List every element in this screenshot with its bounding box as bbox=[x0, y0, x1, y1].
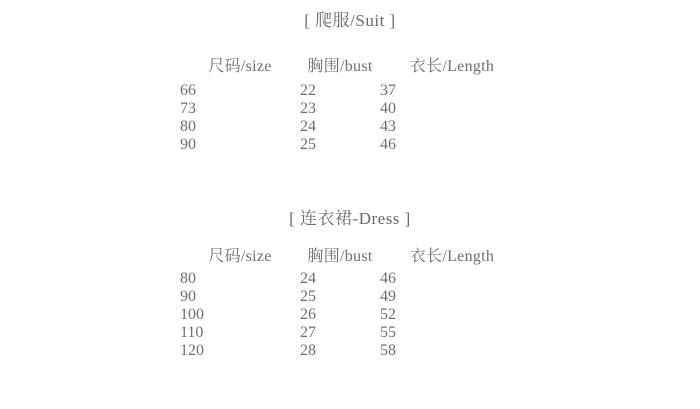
column-header-length: 衣长/Length bbox=[409, 248, 495, 265]
table-cell: 27 bbox=[300, 324, 316, 341]
table-cell: 120 bbox=[180, 342, 204, 359]
table-cell: 23 bbox=[300, 100, 316, 117]
table-cell: 24 bbox=[300, 270, 316, 287]
table-cell: 43 bbox=[380, 118, 396, 135]
suit-table-title: [ 爬服/Suit ] bbox=[304, 11, 396, 30]
column-header-bust: 胸围/bust bbox=[307, 248, 373, 265]
table-cell: 110 bbox=[180, 324, 204, 341]
suit-size-table bbox=[0, 0, 700, 154]
table-cell: 46 bbox=[380, 136, 396, 153]
table-cell: 52 bbox=[380, 306, 396, 323]
table-cell: 37 bbox=[380, 82, 396, 99]
table-row bbox=[180, 288, 524, 306]
table-row bbox=[180, 136, 524, 154]
table-row bbox=[180, 100, 524, 118]
table-cell: 80 bbox=[180, 118, 196, 135]
suit-table-rows bbox=[180, 82, 700, 154]
table-cell: 90 bbox=[180, 288, 196, 305]
table-cell: 25 bbox=[300, 288, 316, 305]
table-cell: 80 bbox=[180, 270, 196, 287]
column-header-size: 尺码/size bbox=[208, 248, 272, 265]
dress-table-header-row bbox=[180, 243, 524, 270]
table-row bbox=[180, 324, 524, 342]
table-cell: 58 bbox=[380, 342, 396, 359]
column-header-bust: 胸围/bust bbox=[307, 58, 373, 75]
table-row bbox=[180, 306, 524, 324]
table-row bbox=[180, 82, 524, 100]
table-cell: 24 bbox=[300, 118, 316, 135]
table-row bbox=[180, 270, 524, 288]
dress-table-rows bbox=[180, 270, 700, 360]
table-cell: 66 bbox=[180, 82, 196, 99]
table-cell: 28 bbox=[300, 342, 316, 359]
table-row bbox=[180, 342, 524, 360]
column-header-size: 尺码/size bbox=[208, 58, 272, 75]
table-cell: 22 bbox=[300, 82, 316, 99]
table-cell: 55 bbox=[380, 324, 396, 341]
table-cell: 40 bbox=[380, 100, 396, 117]
table-cell: 49 bbox=[380, 288, 396, 305]
table-cell: 26 bbox=[300, 306, 316, 323]
table-cell: 90 bbox=[180, 136, 196, 153]
table-cell: 73 bbox=[180, 100, 196, 117]
column-header-length: 衣长/Length bbox=[409, 58, 495, 75]
suit-table-header-row bbox=[180, 53, 524, 80]
table-row bbox=[180, 118, 524, 136]
table-cell: 100 bbox=[180, 306, 204, 323]
dress-table-title: [ 连衣裙-Dress ] bbox=[289, 209, 411, 228]
table-cell: 46 bbox=[380, 270, 396, 287]
table-cell: 25 bbox=[300, 136, 316, 153]
dress-size-table bbox=[0, 198, 700, 360]
